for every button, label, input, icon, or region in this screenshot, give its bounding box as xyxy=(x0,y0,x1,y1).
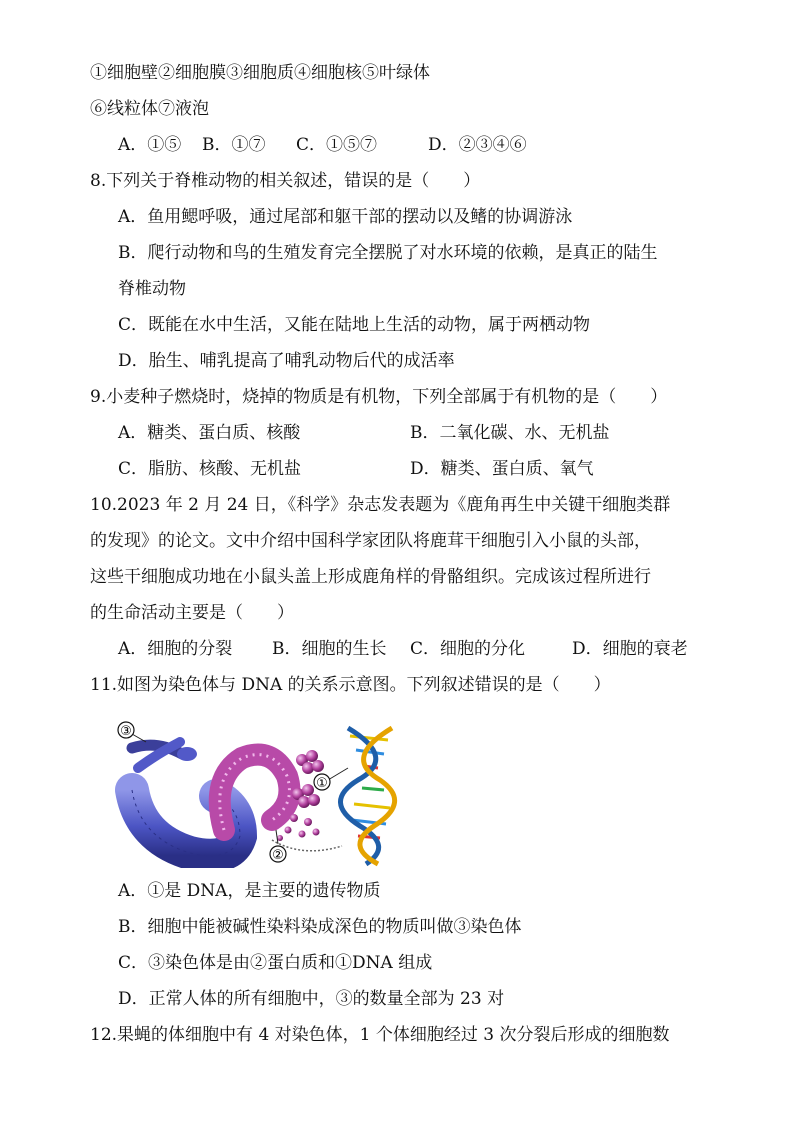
q9-stem: 9.小麦种子燃烧时，烧掉的物质是有机物，下列全部属于有机物的是（ ） xyxy=(90,387,668,407)
q9-option-b: B．二氧化碳、水、无机盐 xyxy=(410,423,610,443)
svg-text:①: ① xyxy=(316,776,328,791)
q10-stem-line3: 这些干细胞成功地在小鼠头盖上形成鹿角样的骨骼组织。完成该过程所进行 xyxy=(90,567,651,587)
q10-option-b: B．细胞的生长 xyxy=(272,639,387,659)
q12-stem: 12.果蝇的体细胞中有 4 对染色体，1 个体细胞经过 3 次分裂后形成的细胞数 xyxy=(90,1025,670,1045)
svg-text:②: ② xyxy=(272,848,284,863)
q7-option-d: D．②③④⑥ xyxy=(428,135,527,155)
q11-option-b: B．细胞中能被碱性染料染成深色的物质叫做③染色体 xyxy=(118,917,522,937)
dna-double-helix xyxy=(340,728,394,864)
q9-option-a: A．糖类、蛋白质、核酸 xyxy=(118,423,301,443)
q11-stem: 11.如图为染色体与 DNA 的关系示意图。下列叙述错误的是（ ） xyxy=(90,675,611,695)
q8-option-b-line2: 脊椎动物 xyxy=(118,279,186,299)
svg-text:③: ③ xyxy=(120,724,132,739)
q7-option-c: C．①⑤⑦ xyxy=(296,135,378,155)
q11-option-a: A．①是 DNA，是主要的遗传物质 xyxy=(118,881,381,901)
q7-items-line1: ①细胞壁②细胞膜③细胞质④细胞核⑤叶绿体 xyxy=(90,63,430,83)
label-1 xyxy=(314,774,330,791)
q8-option-a: A．鱼用鳃呼吸，通过尾部和躯干部的摆动以及鳍的协调游泳 xyxy=(118,207,573,227)
q7-option-a: A．①⑤ xyxy=(118,135,182,155)
q7-items-line2: ⑥线粒体⑦液泡 xyxy=(90,99,209,119)
q8-stem: 8.下列关于脊椎动物的相关叙述，错误的是（ ） xyxy=(90,171,481,191)
label-3 xyxy=(118,722,134,739)
q9-option-c: C．脂肪、核酸、无机盐 xyxy=(118,459,302,479)
label-2 xyxy=(270,846,286,863)
q9-option-d: D．糖类、蛋白质、氧气 xyxy=(410,459,594,479)
q8-option-d: D．胎生、哺乳提高了哺乳动物后代的成活率 xyxy=(118,351,455,371)
chromosome-dna-diagram xyxy=(112,718,412,868)
q10-option-a: A．细胞的分裂 xyxy=(118,639,233,659)
q8-option-b-line1: B．爬行动物和鸟的生殖发育完全摆脱了对水环境的依赖，是真正的陆生 xyxy=(118,243,658,263)
chromosome-coil-small xyxy=(177,747,197,761)
q10-stem-line4: 的生命活动主要是（ ） xyxy=(90,603,294,623)
q8-option-c: C．既能在水中生活，又能在陆地上生活的动物，属于两栖动物 xyxy=(118,315,591,335)
q11-option-c: C．③染色体是由②蛋白质和①DNA 组成 xyxy=(118,953,433,973)
chromosome-shape xyxy=(132,742,182,768)
q10-stem-line2: 的发现》的论文。文中介绍中国科学家团队将鹿茸干细胞引入小鼠的头部， xyxy=(90,531,651,551)
q10-option-c: C．细胞的分化 xyxy=(410,639,526,659)
q7-option-b: B．①⑦ xyxy=(202,135,266,155)
q10-option-d: D．细胞的衰老 xyxy=(572,639,688,659)
q11-option-d: D．正常人体的所有细胞中，③的数量全部为 23 对 xyxy=(118,989,505,1009)
q10-stem-line1: 10.2023 年 2 月 24 日，《科学》杂志发表题为《鹿角再生中关键干细胞类群 xyxy=(90,495,671,515)
